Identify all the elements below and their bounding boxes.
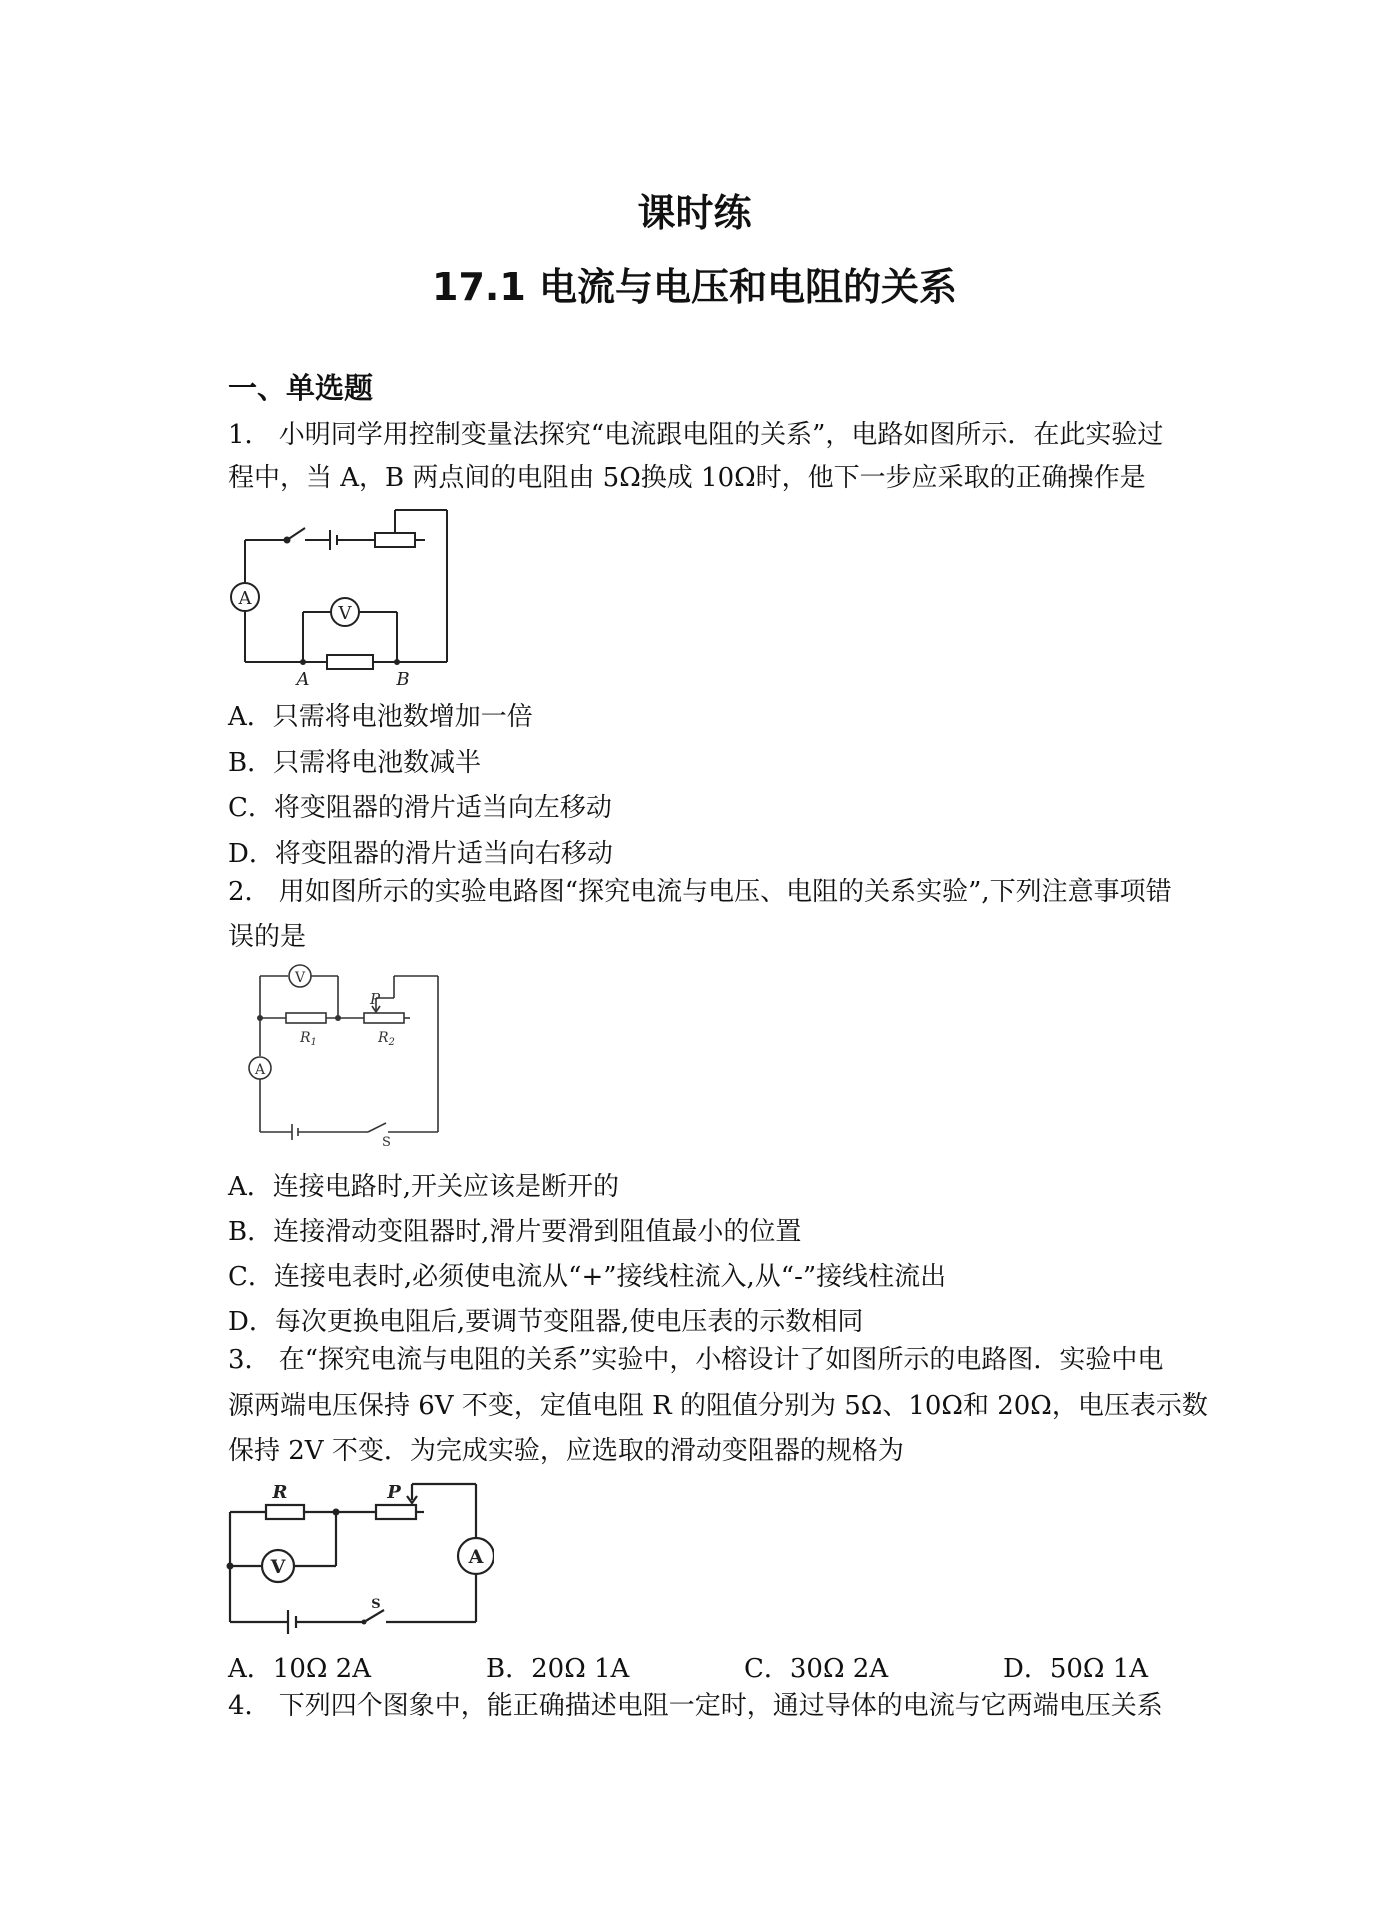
question-3-option-d: D．50Ω 1A (1003, 1654, 1149, 1684)
q1-point-a-label: A (296, 669, 310, 690)
question-1-option-c: C．将变阻器的滑片适当向左移动 (228, 793, 612, 823)
question-3-stem-line-3: 保持 2V 不变．为完成实验，应选取的滑动变阻器的规格为 (228, 1436, 904, 1466)
question-3-option-b: B．20Ω 1A (486, 1654, 630, 1684)
question-3-option-c: C．30Ω 2A (744, 1654, 889, 1684)
question-3-stem-line-1: 3． 在“探究电流与电阻的关系”实验中，小榕设计了如图所示的电路图．实验中电 (228, 1345, 1164, 1375)
question-1-stem-line-1: 1． 小明同学用控制变量法探究“电流跟电阻的关系”，电路如图所示．在此实验过 (228, 420, 1164, 450)
question-2-circuit-diagram (248, 960, 448, 1150)
section-heading: 一、单选题 (228, 371, 374, 405)
question-1-option-a: A．只需将电池数增加一倍 (228, 702, 533, 732)
q2-switch-label: S (382, 1135, 391, 1150)
question-2-stem-line-2: 误的是 (228, 922, 307, 952)
question-3-stem-line-2: 源两端电压保持 6V 不变，定值电阻 R 的阻值分别为 5Ω、10Ω和 20Ω，电压表示数 (228, 1391, 1208, 1421)
question-1-option-b: B．只需将电池数减半 (228, 748, 482, 778)
question-1-circuit-diagram (225, 500, 455, 690)
page-subtitle: 17.1 电流与电压和电阻的关系 (432, 265, 957, 309)
q3-slider-label: P (387, 1482, 401, 1503)
q3-switch-label: S (371, 1597, 381, 1612)
question-2-stem-line-1: 2． 用如图所示的实验电路图“探究电流与电压、电阻的关系实验”,下列注意事项错 (228, 877, 1172, 907)
question-2-option-b: B．连接滑动变阻器时,滑片要滑到阻值最小的位置 (228, 1217, 802, 1247)
q3-ammeter-label: A (468, 1546, 484, 1568)
page-title: 课时练 (637, 191, 752, 235)
q2-r1-label: $R_1$ (300, 1030, 317, 1048)
question-1-stem-line-2: 程中，当 A，B 两点间的电阻由 5Ω换成 10Ω时，他下一步应采取的正确操作是 (228, 463, 1146, 493)
q2-voltmeter-label: V (294, 970, 306, 986)
q2-r2-label: $R_2$ (378, 1030, 395, 1048)
question-2-option-d: D．每次更换电阻后,要调节变阻器,使电压表的示数相同 (228, 1307, 864, 1337)
question-1-option-d: D．将变阻器的滑片适当向右移动 (228, 839, 613, 869)
question-2-option-c: C．连接电表时,必须使电流从“+”接线柱流入,从“-”接线柱流出 (228, 1262, 947, 1292)
q2-slider-label: P (370, 990, 381, 1008)
q1-point-b-label: B (396, 669, 410, 690)
question-3-circuit-diagram (224, 1476, 494, 1636)
q3-voltmeter-label: V (270, 1556, 286, 1578)
q2-ammeter-label: A (254, 1062, 266, 1078)
q1-voltmeter-label: V (338, 603, 352, 624)
question-4-stem-line-1: 4． 下列四个图象中，能正确描述电阻一定时，通过导体的电流与它两端电压关系 (228, 1691, 1163, 1721)
question-3-option-a: A．10Ω 2A (228, 1654, 372, 1684)
q3-resistor-label: R (272, 1482, 288, 1503)
question-2-option-a: A．连接电路时,开关应该是断开的 (228, 1172, 620, 1202)
q1-ammeter-label: A (238, 588, 252, 609)
